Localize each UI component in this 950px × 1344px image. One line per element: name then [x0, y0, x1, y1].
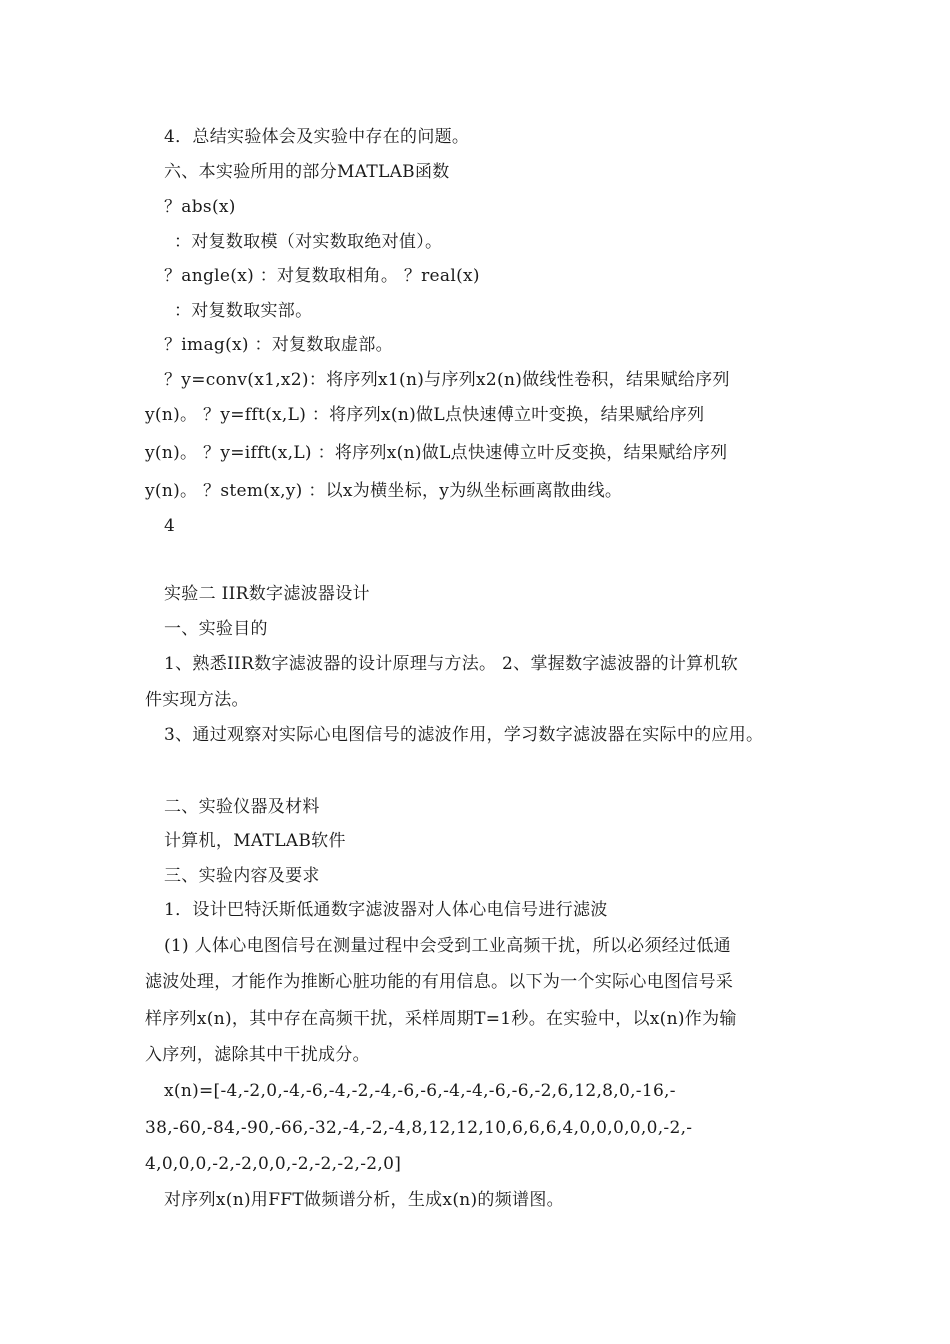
text-line-fft: y(n)。 ？y=fft(x,L) ：将序列x(n)做L点快速傅立叶变换，结果赋给序列: [145, 405, 705, 425]
text-line-sequence-3: 4,0,0,0,-2,-2,0,0,-2,-2,-2,-2,0]: [145, 1154, 402, 1174]
text-line-purpose-1-cont: 件实现方法。: [145, 690, 249, 710]
text-line-para-2: 滤波处理，才能作为推断心脏功能的有用信息。以下为一个实际心电图信号采: [145, 972, 734, 992]
text-line-abs: ？abs(x): [164, 197, 236, 217]
text-line-conv: ？y=conv(x1,x2)：将序列x1(n)与序列x2(n)做线性卷积，结果赋给序列: [164, 370, 730, 390]
text-line-fft-analysis: 对序列x(n)用FFT做频谱分析，生成x(n)的频谱图。: [164, 1190, 564, 1210]
text-line-para-1: (1) 人体心电图信号在测量过程中会受到工业高频干扰，所以必须经过低通: [164, 936, 731, 956]
text-line-purpose-1: 1、熟悉IIR数字滤波器的设计原理与方法。 2、掌握数字滤波器的计算机软: [164, 654, 739, 674]
text-line-sequence-2: 38,-60,-84,-90,-66,-32,-4,-2,-4,8,12,12,10,6,6,6,4,0,0,0,0,0,-2,-: [145, 1118, 693, 1138]
section-heading-content: 三、实验内容及要求: [164, 866, 320, 886]
text-line-purpose-3: 3、通过观察对实际心电图信号的滤波作用，学习数字滤波器在实际中的应用。: [164, 725, 764, 745]
text-line-angle-real: ？angle(x) ：对复数取相角。 ？real(x): [164, 266, 480, 286]
section-heading-purpose: 一、实验目的: [164, 619, 268, 639]
text-line-task-1: 1．设计巴特沃斯低通数字滤波器对人体心电信号进行滤波: [164, 900, 608, 920]
text-line-ifft: y(n)。 ？y=ifft(x,L) ：将序列x(n)做L点快速傅立叶反变换，结果赋给序列: [145, 443, 728, 463]
text-line-para-3: 样序列x(n)，其中存在高频干扰，采样周期T=1秒。在实验中，以x(n)作为输: [145, 1009, 737, 1029]
text-line-sequence-1: x(n)=[-4,-2,0,-4,-6,-4,-2,-4,-6,-6,-4,-4,-6,-6,-2,6,12,8,0,-16,-: [164, 1081, 676, 1101]
text-line-instruments: 计算机，MATLAB软件: [164, 831, 346, 851]
section-heading-instruments: 二、实验仪器及材料: [164, 797, 320, 817]
text-line-para-4: 入序列，滤除其中干扰成分。: [145, 1045, 370, 1065]
text-line-stem: y(n)。 ？stem(x,y) ：以x为横坐标，y为纵坐标画离散曲线。: [145, 481, 623, 501]
section-heading-matlab-functions: 六、本实验所用的部分MATLAB函数: [164, 162, 450, 182]
text-line-real-desc: ：对复数取实部。: [174, 301, 313, 321]
text-line-imag: ？imag(x) ：对复数取虚部。: [164, 335, 393, 355]
text-line-abs-desc: ：对复数取模（对实数取绝对值）。: [174, 232, 443, 252]
experiment-title: 实验二 IIR数字滤波器设计: [164, 584, 370, 604]
page-number: 4: [164, 516, 176, 536]
text-line-summary: 4．总结实验体会及实验中存在的问题。: [164, 127, 470, 147]
